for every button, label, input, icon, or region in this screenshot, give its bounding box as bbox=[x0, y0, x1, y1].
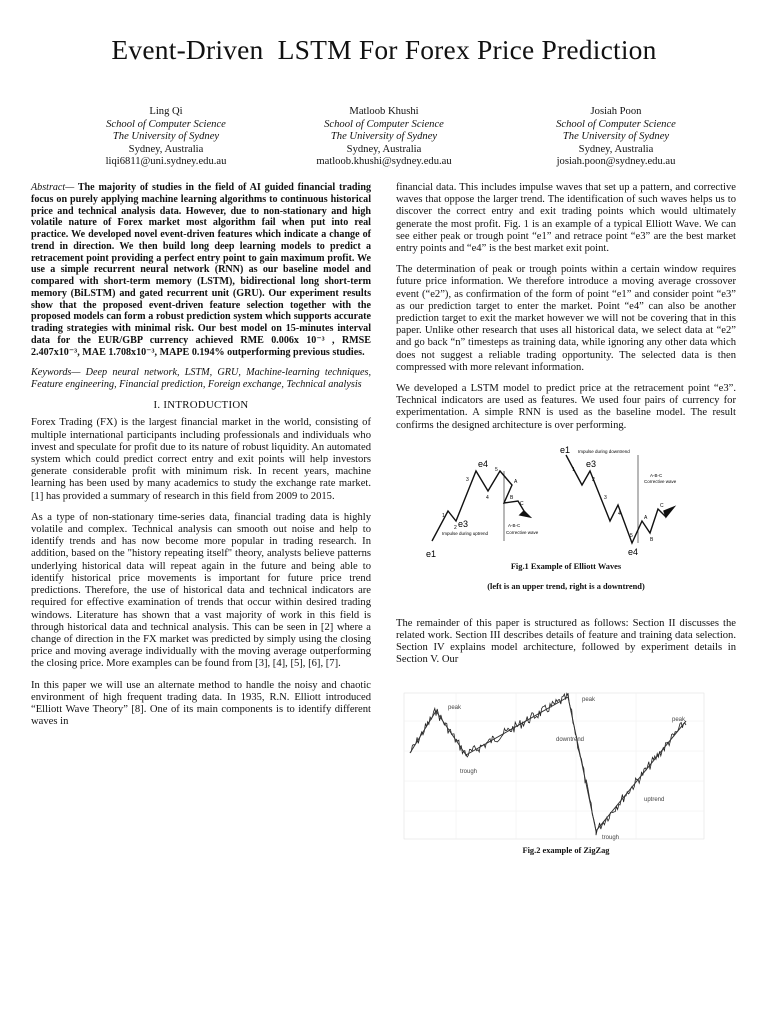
author-dept: School of Computer Science bbox=[106, 118, 226, 130]
wave-letter: C bbox=[660, 502, 664, 509]
label-corrective: Corrective wave bbox=[644, 478, 677, 484]
abstract-label: Abstract— bbox=[31, 182, 75, 193]
author-block-2 bbox=[264, 106, 504, 169]
wave-letter: A bbox=[514, 478, 518, 485]
label-e1: e1 bbox=[426, 548, 437, 559]
label-abc: A-B-C bbox=[508, 522, 521, 528]
label-abc: A-B-C bbox=[650, 472, 663, 478]
label-e3: e3 bbox=[458, 518, 469, 529]
label-peak: peak bbox=[582, 696, 596, 703]
author-block-1 bbox=[46, 106, 286, 169]
label-e1: e1 bbox=[560, 444, 571, 455]
label-impulse: Impulse during uptrend bbox=[442, 530, 489, 536]
author-email: liqi6811@uni.sydney.edu.au bbox=[105, 156, 227, 168]
wave-number: 3 bbox=[466, 476, 469, 483]
author-name: Matloob Khushi bbox=[349, 106, 419, 117]
author-location: Sydney, Australia bbox=[346, 143, 422, 155]
figure-caption: Fig.2 example of ZigZag bbox=[522, 845, 610, 855]
wave-letter: B bbox=[510, 494, 514, 501]
label-corrective: Corrective wave bbox=[506, 529, 539, 535]
author-name: Josiah Poon bbox=[590, 106, 642, 117]
figure-caption: Fig.1 Example of Elliott Waves bbox=[510, 561, 622, 571]
wave-number: 4 bbox=[618, 510, 621, 517]
paper-title: Event-Driven LSTM For Forex Price Prediction bbox=[111, 34, 657, 65]
figure-elliott-waves bbox=[396, 441, 736, 561]
wave-number: 5 bbox=[630, 532, 633, 539]
wave-letter: B bbox=[650, 536, 654, 543]
body-paragraph: We developed a LSTM model to predict price at the retracement point “e3”. Technical indicators are used as features. We used four pairs of currency for experimentation. A simple RNN is used as the baseline model. The result confirms the designed architecture is over performing. bbox=[396, 383, 736, 431]
zigzag-chart bbox=[396, 691, 736, 841]
body-paragraph: Forex Trading (FX) is the largest financial market in the world, consisting of multiple international participants including professionals and individuals who invest and speculate for profit due to its nature of robust liquidity. An automated system which could predict correct entry and exit points will help investors generate considerable profit with minimum risk. In recent years, machine learning has been used by many academics to study the exchange rate market. [1] has provided a summary of research in this field from 2009 to 2015. bbox=[31, 417, 372, 502]
author-dept: School of Computer Science bbox=[324, 118, 444, 130]
wave-number: 2 bbox=[454, 524, 457, 531]
label-trough: trough bbox=[460, 768, 478, 775]
author-block-3 bbox=[496, 106, 736, 169]
figure-zigzag bbox=[396, 691, 736, 841]
author-location: Sydney, Australia bbox=[128, 143, 204, 155]
label-peak: peak bbox=[672, 716, 686, 723]
elliott-downtrend bbox=[566, 455, 674, 543]
label-uptrend: uptrend bbox=[644, 796, 665, 803]
elliott-wave-diagram bbox=[396, 441, 736, 561]
wave-number: 1 bbox=[572, 466, 575, 473]
body-paragraph: The remainder of this paper is structured as follows: Section II discusses the related work. Section III describes details of feature and training data selection. Section IV explains model architecture, followed by experiment details in Section V. Our bbox=[396, 617, 736, 666]
label-e3: e3 bbox=[586, 458, 597, 469]
figure-subcaption: (left is an upper trend, right is a downtrend) bbox=[487, 581, 645, 591]
wave-letter: C bbox=[520, 500, 524, 507]
wave-letter: A bbox=[644, 514, 648, 521]
wave-number: 4 bbox=[486, 494, 489, 501]
author-location: Sydney, Australia bbox=[578, 143, 654, 155]
label-e4: e4 bbox=[478, 458, 489, 469]
left-column bbox=[31, 182, 371, 737]
right-column bbox=[396, 182, 736, 856]
body-paragraph: financial data. This includes impulse waves that set up a pattern, and corrective waves that oppose the larger trend. The identification of such waves helps us to discover the correct entry and exit trading points which would ultimately generate the most profit. Fig. 1 is an example of a typical Elliott Wave. We can see either peak or trough point “e1” and retrace point “e3” are the best market entry points and “e4” is the best market exit point. bbox=[396, 182, 736, 255]
label-trough: trough bbox=[602, 834, 620, 841]
author-name: Ling Qi bbox=[149, 106, 183, 117]
author-university: The University of Sydney bbox=[330, 131, 438, 143]
body-paragraph: In this paper we will use an alternate method to handle the noisy and chaotic environment of high frequent trading data. In 1935, R.N. Elliott introduced “Elliott Wave Theory” [8]. One of its main components is to identify different waves in bbox=[31, 679, 371, 728]
section-heading: I. INTRODUCTION bbox=[153, 399, 249, 412]
label-impulse: Impulse during downtrend bbox=[578, 448, 630, 454]
abstract bbox=[31, 182, 371, 358]
wave-number: 1 bbox=[442, 512, 445, 519]
label-downtrend: downtrend bbox=[556, 736, 585, 743]
wave-number: 2 bbox=[592, 476, 595, 483]
label-peak: peak bbox=[448, 704, 462, 711]
wave-number: 3 bbox=[604, 494, 607, 501]
body-paragraph: As a type of non-stationary time-series data, financial trading data is highly volatile and complex. Technical analysis can smooth out noise and help to identify trends and has now become more popular in trading research. In addition, based on the "history repeating itself" theory, analysts believe patterns underlying historical data will repeat again in the future and being able to identify historical price movements is important for future price trend predictions. Therefore, the use of historical data and technical indicators are required for effective examination of trends that occur within desired trading windows. Literature has shown that a vast majority of work in this field is through historical data and technical analysis. This can be seen in [2] where a change of direction in the FX market was predicted by simply using the closing price and moving average individually with the moving average outperforming the closing price. More examples can be found from [3], [4], [5], [6], [7]. bbox=[31, 511, 371, 670]
label-e4: e4 bbox=[628, 546, 639, 557]
body-paragraph: The determination of peak or trough points within a certain window requires future price information. We therefore introduce a moving average crossover event (“e2”), as confirmation of the form of point “e1” and consider point “e3” as our prediction target to enter the market. Point “e4” can also be another prediction target to exit the market however we will not be covering that in this paper. Unlike other research that uses all historical data, we select data at “e2” and go back “n” timesteps as training data, while ignoring any other data which does not suggest a reliable trading opportunity. The selected data is then compressed with more relevant information. bbox=[396, 264, 736, 373]
author-university: The University of Sydney bbox=[562, 131, 670, 143]
author-email: josiah.poon@sydney.edu.au bbox=[556, 156, 676, 168]
wave-number: 5 bbox=[495, 466, 498, 473]
author-email: matloob.khushi@sydney.edu.au bbox=[316, 156, 452, 168]
abstract-text: The majority of studies in the field of AI guided financial trading focus on purely applying machine learning algorithms to continuous historical price and technical analysis data. However, due to non-stationary and high volatile nature of Forex market most algorithm fail when put into real practice. We developed novel event-driven features which indicate a change of trend in direction. We then build long deep learning models to predict a retracement point providing a perfect entry point to gain maximum profit. We use a simple recurrent neural network (RNN) as our baseline model and compared with short-term memory (LSTM), bidirectional long short-term memory (BiLSTM) and gated recurrent unit (GRU). Our experiment results show that the proposed event-driven feature selection together with the proposed models can form a robust prediction system which supports accurate trading strategies with minimal risk. Our best model on 15-minutes interval data for the EUR/GBP currency achieved RME 0.006x 10⁻³ , RMSE 2.407x10⁻³, MAE 1.708x10⁻³, MAPE 0.194% outperforming previous studies. bbox=[31, 182, 371, 358]
author-university: The University of Sydney bbox=[112, 131, 220, 143]
author-dept: School of Computer Science bbox=[556, 118, 676, 130]
keywords: Keywords— Deep neural network, LSTM, GRU, Machine-learning techniques, Feature engineering, Financial prediction, Foreign exchange, Technical analysis bbox=[31, 367, 371, 391]
